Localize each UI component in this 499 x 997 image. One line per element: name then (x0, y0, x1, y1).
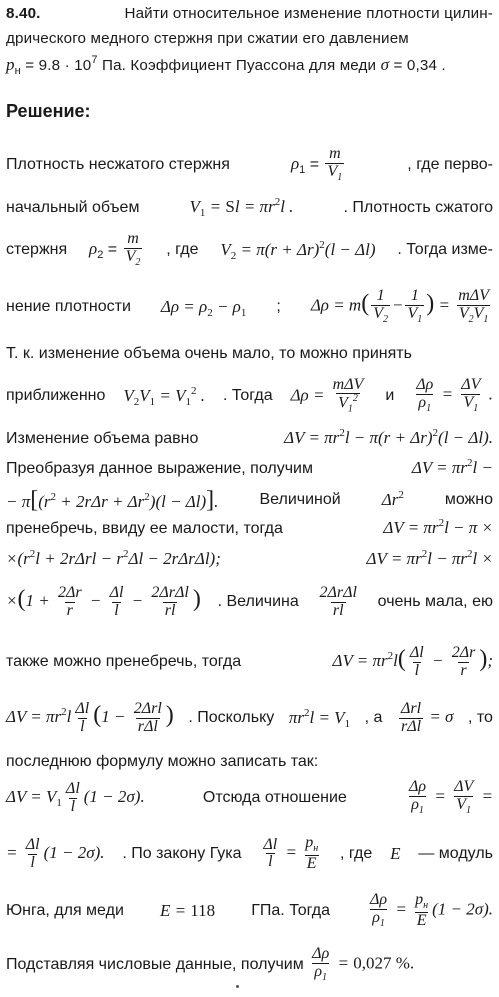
t-substituting: Подставляя числовые данные, получим (6, 956, 304, 974)
speck (236, 985, 239, 988)
problem-line-1 (6, 6, 493, 23)
t-hence-ratio: Отсюда отношение (202, 789, 347, 807)
sol-line-2: начальный объем $V_1 = Sl = \pi r^2l$ . . Плотность сжатого (6, 196, 493, 219)
problem-text-1: Найти относительное изменение плотности цилин- (124, 5, 493, 22)
problem-text-3: Па. Коэффициент Пуассона для меди (102, 57, 377, 74)
t-comma-a: , а (364, 709, 383, 727)
sol-line-16: $\Delta V = V_1$ $\frac{\Delta l}{l}$ (1 − 2σ). Отсюда отношение $\frac{\Delta\rho}{\rho_1}$ = $\frac{\Delta V}{V_1}$ = (6, 778, 493, 817)
pressure-value: 9.8 · 10 (38, 57, 92, 74)
t-initial-volume: начальный объем (6, 198, 140, 216)
sol-line-19: Подставляя числовые данные, получим $\frac{\Delta\rho}{\rho_1}$ = 0,027 %. (6, 945, 415, 984)
t-quantity2: . Величина (217, 593, 299, 611)
t-quantity: Величиной (259, 491, 341, 509)
t-since: Т. к. изменение объема очень мало, то можно принять (6, 345, 412, 362)
t-then: . Тогда (222, 387, 273, 405)
t-where: , где (166, 241, 199, 259)
t-and: и (385, 387, 395, 405)
sol-line-3: стержня $\rho_2$ = $\frac{m}{V_2}$ , где $V_2 = \pi(r + \Delta r)^2(l - \Delta l)$ . Тогда изме- (6, 230, 493, 269)
t-also-neglect: также можно пренебречь, тогда (6, 653, 242, 671)
t-density-compressed: . Плотность сжатого (343, 198, 493, 216)
sol-line-9: − $\pi[(r^2 + 2r\Delta r + \Delta r^2)(l - \Delta l)]$. Величиной $\Delta r^2$ можно (6, 487, 493, 513)
sol-line-4: нение плотности $\Delta\rho = \rho_2 - \rho_1$ ; Δρ = m( $\frac{1}{V_2}$ − $\frac{1}{V_1}$ ) = $\frac{\text{mΔV}}{V_2V_1}$ (6, 287, 489, 326)
t-modulus2: — модуль (418, 845, 493, 863)
t-can: можно (444, 491, 493, 509)
t-where-initial: , где перво- (407, 156, 493, 174)
pressure-exponent: 7 (91, 54, 98, 66)
problem-line-2 (6, 31, 493, 48)
problem-line-3: $p_н = 9.8 \cdot 10^7$ Па. Коэффициент Пуассона для меди σ = 0,34 . (6, 54, 446, 77)
t-density-uncompressed: Плотность несжатого стержня (6, 156, 230, 174)
sol-line-18: Юнга, для меди E = 118 ГПа. Тогда $\frac{\Delta\rho}{\rho_1}$ = $\frac{p_н}{E}$ (1 − 2σ). (6, 891, 493, 930)
poisson-value: 0,34 (406, 57, 438, 74)
t-very-small: очень мала, ею (377, 593, 493, 611)
sol-line-7: Изменение объема равно $\Delta V = \pi r^2l - \pi(r + \Delta r)^2(l - \Delta l)$. (6, 427, 493, 447)
t-transforming: Преобразуя данное выражение, получим (6, 459, 313, 477)
t-young: Юнга, для меди (6, 902, 124, 920)
t-gpa: ГПа. Тогда (251, 902, 330, 920)
t-last-formula: последнюю формулу можно записать так: (6, 753, 319, 770)
solution-heading-text: Решение (6, 101, 85, 121)
young-modulus-value: 118 (190, 900, 216, 920)
problem-text-2: дрического медного стержня при сжатии его давлением (6, 30, 409, 47)
t-then-change: . Тогда изме- (397, 241, 493, 259)
frac-m-v1: $\frac{m}{V_1}$ (327, 145, 343, 184)
sol-line-14: $\Delta V = \pi r^2l$ $\frac{\Delta l}{l}$ (1 − $\frac{\text{2Δrl}}{\text{rΔl}}$ ) . Поскольку $\pi r^2l = V_1$ , а $\frac{\text{Δrl}}{\text{rΔl}}$ = σ , то (6, 699, 493, 735)
sol-line-11: $\times(r^2l + 2r\Delta rl - r^2\Delta l - 2r\Delta r\Delta l)$; $\Delta V = \pi r^2l - \pi r^2l$ × (6, 548, 493, 568)
sol-line-12: ×(1 + $\frac{2\Delta r}{r}$ − $\frac{\Delta l}{l}$ − $\frac{\text{2ΔrΔl}}{rl}$ ) . Величина $\frac{\text{2ΔrΔl}}{rl}$ очень мала, ею (6, 583, 493, 619)
t-neglect: пренебречь, ввиду ее малости, тогда (6, 519, 283, 537)
t-comma-then: , то (468, 709, 493, 727)
t-modulus: , где (340, 845, 373, 863)
answer-value: 0,027 %. (353, 953, 415, 973)
sol-line-1: Плотность несжатого стержня $\rho_1$ = $\frac{m}{V_1}$ , где перво- (6, 145, 493, 184)
t-approximately: приближенно (6, 387, 106, 405)
t-volume-change: Изменение объема равно (6, 429, 199, 447)
solution-heading: Решение: (6, 101, 91, 121)
t-density-change: нение плотности (6, 298, 131, 316)
sol-line-17: = $\frac{\Delta l}{l}$ (1 − 2σ). . По закону Гука $\frac{\Delta l}{l}$ = $\frac{p_н}{E}$ , где E — модуль (6, 834, 493, 872)
sol-line-13: также можно пренебречь, тогда $\Delta V = \pi r^2l$( $\frac{\Delta l}{l}$ − $\frac{2\Delta r}{r}$ ); (6, 643, 493, 679)
t-hooke: . По закону Гука (122, 845, 242, 863)
t-rod: стержня (6, 241, 68, 259)
problem-number: 8.40. (6, 5, 41, 22)
sol-line-5 (6, 345, 493, 363)
t-because: . Поскольку (188, 709, 275, 727)
sol-line-6: приближенно $V_2V_1 = V_1^2$ . . Тогда Δρ = $\frac{\text{mΔV}}{V_1^2}$ и $\frac{\Delta\rho}{\rho_1}$ = $\frac{\Delta V}{V_1}$ . (6, 375, 493, 415)
sol-line-15 (6, 753, 493, 771)
sol-line-8: Преобразуя данное выражение, получим $\Delta V = \pi r^2l$ − (6, 457, 493, 477)
sol-line-10: пренебречь, ввиду ее малости, тогда $\Delta V = \pi r^2l - \pi$ × (6, 517, 493, 537)
